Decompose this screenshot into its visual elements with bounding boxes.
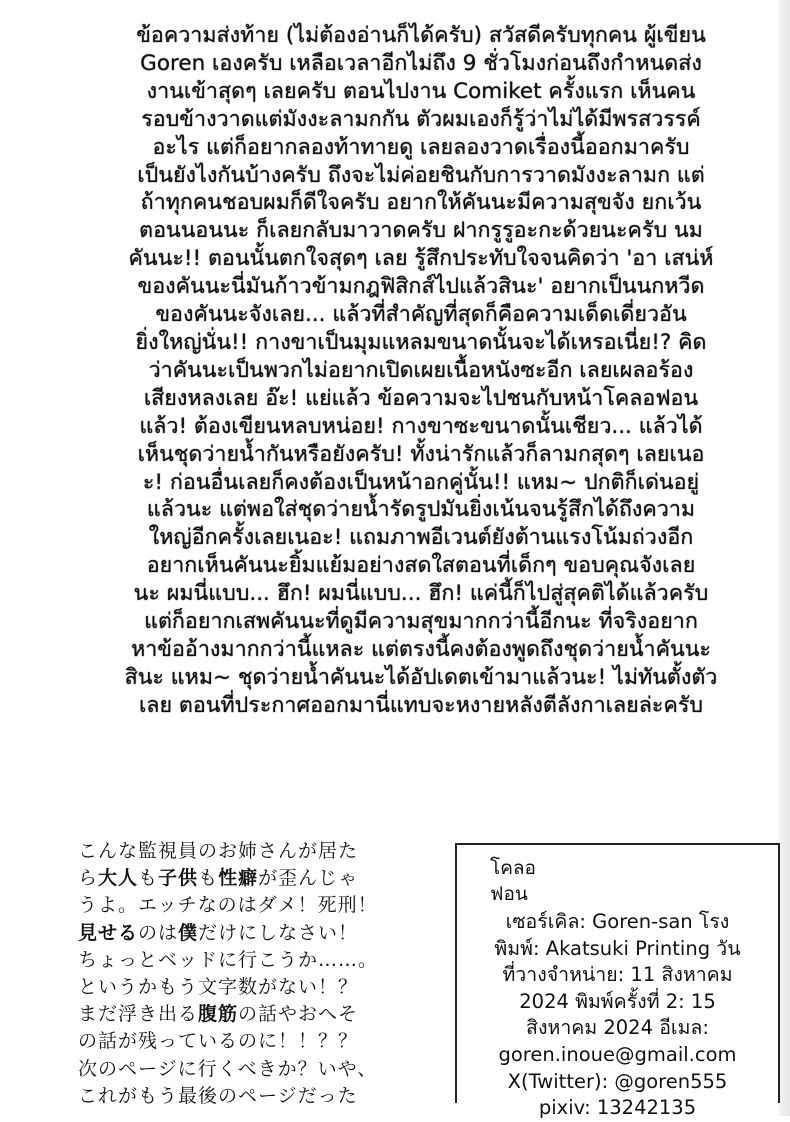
colophon-email: goren.inoue@gmail.com bbox=[498, 1042, 737, 1066]
colophon-pixiv: pixiv: 13242135 bbox=[538, 1096, 697, 1120]
japanese-note-line: こんな監視員のお姉さんが居た bbox=[78, 840, 359, 862]
afterword-line: เห็นชุดว่ายน้ำกันหรือยังครับ! ทั้งน่ารักแล้วก็ลามกสุดๆ เลยเนอ bbox=[137, 441, 705, 467]
colophon-second-print: 2024 พิมพ์ครั้งที่ 2: 15 bbox=[519, 989, 716, 1013]
afterword-line: คันนะ!! ตอนนั้นตกใจสุดๆ เลย รู้สึกประทับใจจนคิดว่า 'อา เสน่ห์ bbox=[128, 246, 714, 272]
afterword-line: รอบข้างวาดแต่มังงะลามกกัน ตัวผมเองก็รู้ว่าไม่ได้มีพรสวรรค์ bbox=[141, 106, 701, 132]
colophon-title-line: ฟอน bbox=[490, 883, 528, 905]
colophon-email-label: สิงหาคม 2024 อีเมล: bbox=[526, 1016, 709, 1040]
afterword-line: ถ้าทุกคนชอบผมก็ดีใจครับ อยากให้คันนะมีความสุขจัง ยกเว้น bbox=[140, 190, 702, 216]
colophon-release-date: ที่วางจำหน่าย: 11 สิงหาคม bbox=[502, 963, 733, 987]
afterword-line: ว่าคันนะเป็นพวกไม่อยากเปิดเผยเนื้อหนังซะอีก เลยเผลอร้อง bbox=[148, 357, 694, 383]
colophon-printer: พิมพ์: Akatsuki Printing วัน bbox=[494, 936, 741, 960]
afterword-line: ข้อความส่งท้าย (ไม่ต้องอ่านก็ได้ครับ) สวัสดีครับทุกคน ผู้เขียน bbox=[136, 23, 706, 48]
afterword-line: อยากเห็นคันนะยิ้มแย้มอย่างสดใสตอนที่เด็กๆ ขอบคุณจังเลย bbox=[146, 553, 696, 579]
afterword-line: หาข้ออ้างมากกว่านี้แหละ แต่ตรงนี้คงต้องพูดถึงชุดว่ายน้ำคันนะ bbox=[131, 636, 711, 662]
afterword-line: เสียงหลงเลย อ๊ะ! แย่แล้ว ข้อความจะไปชนกับหน้าโคลอฟอน bbox=[143, 385, 699, 411]
afterword-line: แล้วนะ แต่พอใส่ชุดว่ายน้ำรัดรูปมันยิ่งเน้นจนรู้สึกได้ถึงความ bbox=[146, 497, 696, 523]
japanese-note-line: これがもう最後のページだった bbox=[78, 1084, 358, 1107]
afterword-line: ของคันนะจังเลย... แล้วที่สำคัญที่สุดก็คือความเด็ดเดี่ยวอัน bbox=[155, 302, 687, 328]
afterword-line: อะไร แต่ก็อยากลองท้าทายดู เลยลองวาดเรื่องนี้ออกมาครับ bbox=[152, 134, 690, 160]
afterword-line: งานเข้าสุดๆ เลยครับ ตอนไปงาน Comiket ครั้งแรก เห็นคน bbox=[146, 78, 696, 104]
japanese-note-line: の話が残っているのに！！？？ bbox=[78, 1030, 359, 1053]
japanese-note-line: ら大人も子供も性癖が歪んじゃ bbox=[78, 867, 359, 890]
colophon-twitter: X(Twitter): @goren555 bbox=[507, 1069, 728, 1093]
afterword-text bbox=[56, 22, 786, 720]
japanese-note-line: というかもう文字数がない！？ bbox=[78, 976, 359, 999]
afterword-line: นะ ผมนี่แบบ... ฮึก! ผมนี่แบบ... ฮึก! แค่นี้ก็ไปสู่สุคติได้แล้วครับ bbox=[133, 581, 709, 607]
colophon-details bbox=[457, 909, 778, 1122]
japanese-note-line: うよ。エッチなのはダメ！死刑！ bbox=[78, 894, 378, 917]
japanese-note-line: 次のページに行くべきか？いや、 bbox=[78, 1057, 378, 1080]
afterword-line: ยิ่งใหญ่นั่น!! กางขาเป็นมุมแหลมขนาดนั้นจะได้เหรอเนี่ย!? คิด bbox=[135, 329, 707, 355]
colophon-title-line: โคลอ bbox=[490, 857, 536, 879]
japanese-note-line: まだ浮き出る腹筋の話やおへそ bbox=[78, 1003, 359, 1026]
afterword-line: แล้ว! ต้องเขียนหลบหน่อย! กางขาซะขนาดนั้นเชียว... แล้วได้ bbox=[139, 413, 703, 439]
japanese-note bbox=[78, 838, 450, 1110]
afterword-line: ะ! ก่อนอื่นเลยก็คงต้องเป็นหน้าอกคู่นั้น!! แหม~ ปกติก็เด่นอยู่ bbox=[142, 469, 700, 495]
japanese-note-line: 見せるのは僕だけにしなさい！ bbox=[78, 921, 359, 944]
afterword-line: ตอนนอนนะ ก็เลยกลับมาวาดครับ ฝากรูรูอะกะด้วยนะครับ นม bbox=[139, 218, 703, 244]
afterword-line: เป็นยังไงกันบ้างครับ ถึงจะไม่ค่อยชินกับการวาดมังงะลามก แต่ bbox=[137, 162, 705, 188]
afterword-line: ใหญ่อีกครั้งเลยเนอะ! แถมภาพอีเวนต์ยังต้านแรงโน้มถ่วงอีก bbox=[148, 525, 694, 551]
afterword-line: Goren เองครับ เหลือเวลาอีกไม่ถึง 9 ชั่วโมงก่อนถึงกำหนดส่ง bbox=[140, 50, 702, 76]
afterword-line: แต่ก็อยากเสพคันนะที่ดูมีความสุขมากกว่านี้อีกนะ ที่จริงอยาก bbox=[144, 609, 698, 635]
afterword-line: สินะ แหม~ ชุดว่ายน้ำคันนะได้อัปเดตเข้ามาแล้วนะ! ไม่ทันตั้งตัว bbox=[124, 664, 718, 690]
japanese-note-line: ちょっとベッドに行こうか……。 bbox=[78, 948, 379, 971]
colophon-box bbox=[455, 843, 780, 1120]
afterword-line: ของคันนะนี่มันก้าวข้ามกฎฟิสิกส์ไปแล้วสินะ' อยากเป็นนกหวีด bbox=[137, 274, 705, 300]
colophon-circle: เซอร์เคิล: Goren-san โรง bbox=[505, 910, 730, 933]
colophon-title bbox=[490, 855, 536, 907]
afterword-line: เลย ตอนที่ประกาศออกมานี่แทบจะหงายหลังตีลังกาเลยล่ะครับ bbox=[138, 692, 704, 718]
